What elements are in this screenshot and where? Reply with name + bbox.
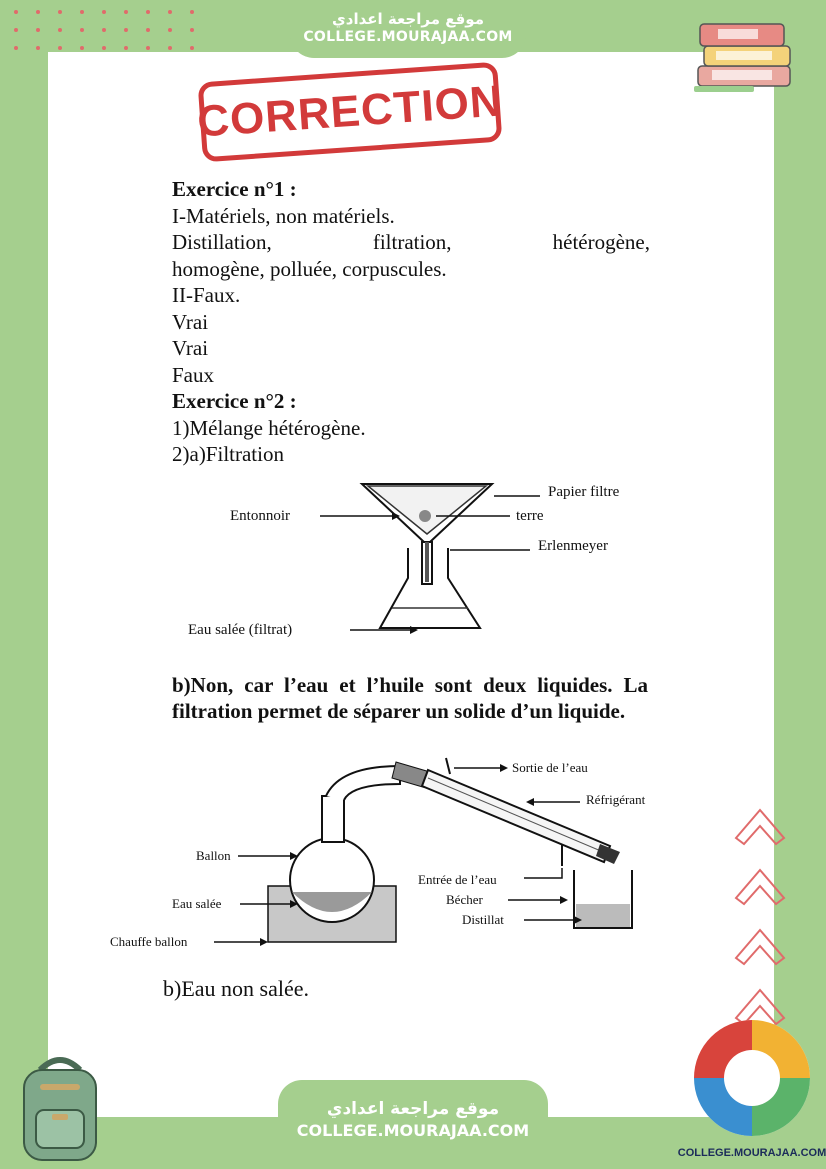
label-filtrat: Eau salée (filtrat): [188, 622, 293, 638]
label-sortie-eau: Sortie de l’eau: [512, 760, 588, 775]
exercise1-title: Exercice n°1 :: [172, 177, 297, 201]
word: filtration,: [372, 230, 452, 254]
filtration-diagram: [180, 470, 700, 650]
label-chauffe-ballon: Chauffe ballon: [110, 934, 188, 949]
chevron-decoration-icon: [730, 792, 790, 1042]
footer-site-url[interactable]: COLLEGE.MOURAJAA.COM: [296, 1121, 530, 1140]
books-icon: [690, 14, 802, 94]
label-entree-eau: Entrée de l’eau: [418, 872, 497, 887]
header-banner[interactable]: [290, 0, 526, 58]
college-logo[interactable]: [677, 1018, 826, 1163]
answer-b-paragraph: b)Non, car l’eau et l’huile sont deux liquides. La filtration permet de séparer un solide d’un liquide.: [172, 673, 648, 723]
final-answer: b)Eau non salée.: [163, 976, 309, 1001]
stamp-text: CORRECTION: [195, 76, 505, 147]
header-site-url[interactable]: COLLEGE.MOURAJAA.COM: [303, 29, 513, 45]
footer-site-arabic: موقع مراجعة اعدادي: [326, 1099, 500, 1119]
exercise2-line: 2)a)Filtration: [172, 442, 284, 466]
exercise1-justified-line: [172, 229, 650, 256]
exercise1-line: Faux: [172, 362, 214, 387]
distillation-diagram: [100, 756, 680, 970]
word: hétérogène,: [552, 230, 651, 254]
label-papier-filtre: Papier filtre: [548, 484, 620, 500]
exercise1-line: Vrai: [172, 309, 209, 334]
label-eau-salee: Eau salée: [172, 896, 222, 911]
footer-banner[interactable]: [278, 1080, 548, 1169]
word: Distillation,: [172, 230, 272, 254]
header-site-arabic: موقع مراجعة اعدادي: [332, 10, 484, 28]
label-becher: Bécher: [446, 892, 483, 907]
exercise1-line: II-Faux.: [172, 283, 241, 307]
exercise1-line: homogène, polluée, corpuscules.: [172, 256, 447, 281]
label-erlenmeyer: Erlenmeyer: [538, 538, 608, 554]
exercise1-line: Vrai: [172, 336, 209, 360]
decorative-dots: [0, 0, 220, 60]
exercise1-line: I-Matériels, non matériels.: [172, 203, 395, 228]
backpack-icon: [10, 1050, 110, 1165]
exercise2-line: 1)Mélange hétérogène.: [172, 415, 366, 440]
logo-text: COLLEGE.MOURAJAA.COM: [677, 1147, 826, 1159]
label-refrigerant: Réfrigérant: [586, 792, 646, 807]
label-entonnoir: Entonnoir: [230, 508, 290, 524]
label-ballon: Ballon: [196, 848, 231, 863]
exercise2-title: Exercice n°2 :: [172, 389, 297, 413]
exercise-text: [172, 176, 650, 468]
label-terre: terre: [516, 508, 544, 524]
label-distillat: Distillat: [462, 912, 504, 927]
